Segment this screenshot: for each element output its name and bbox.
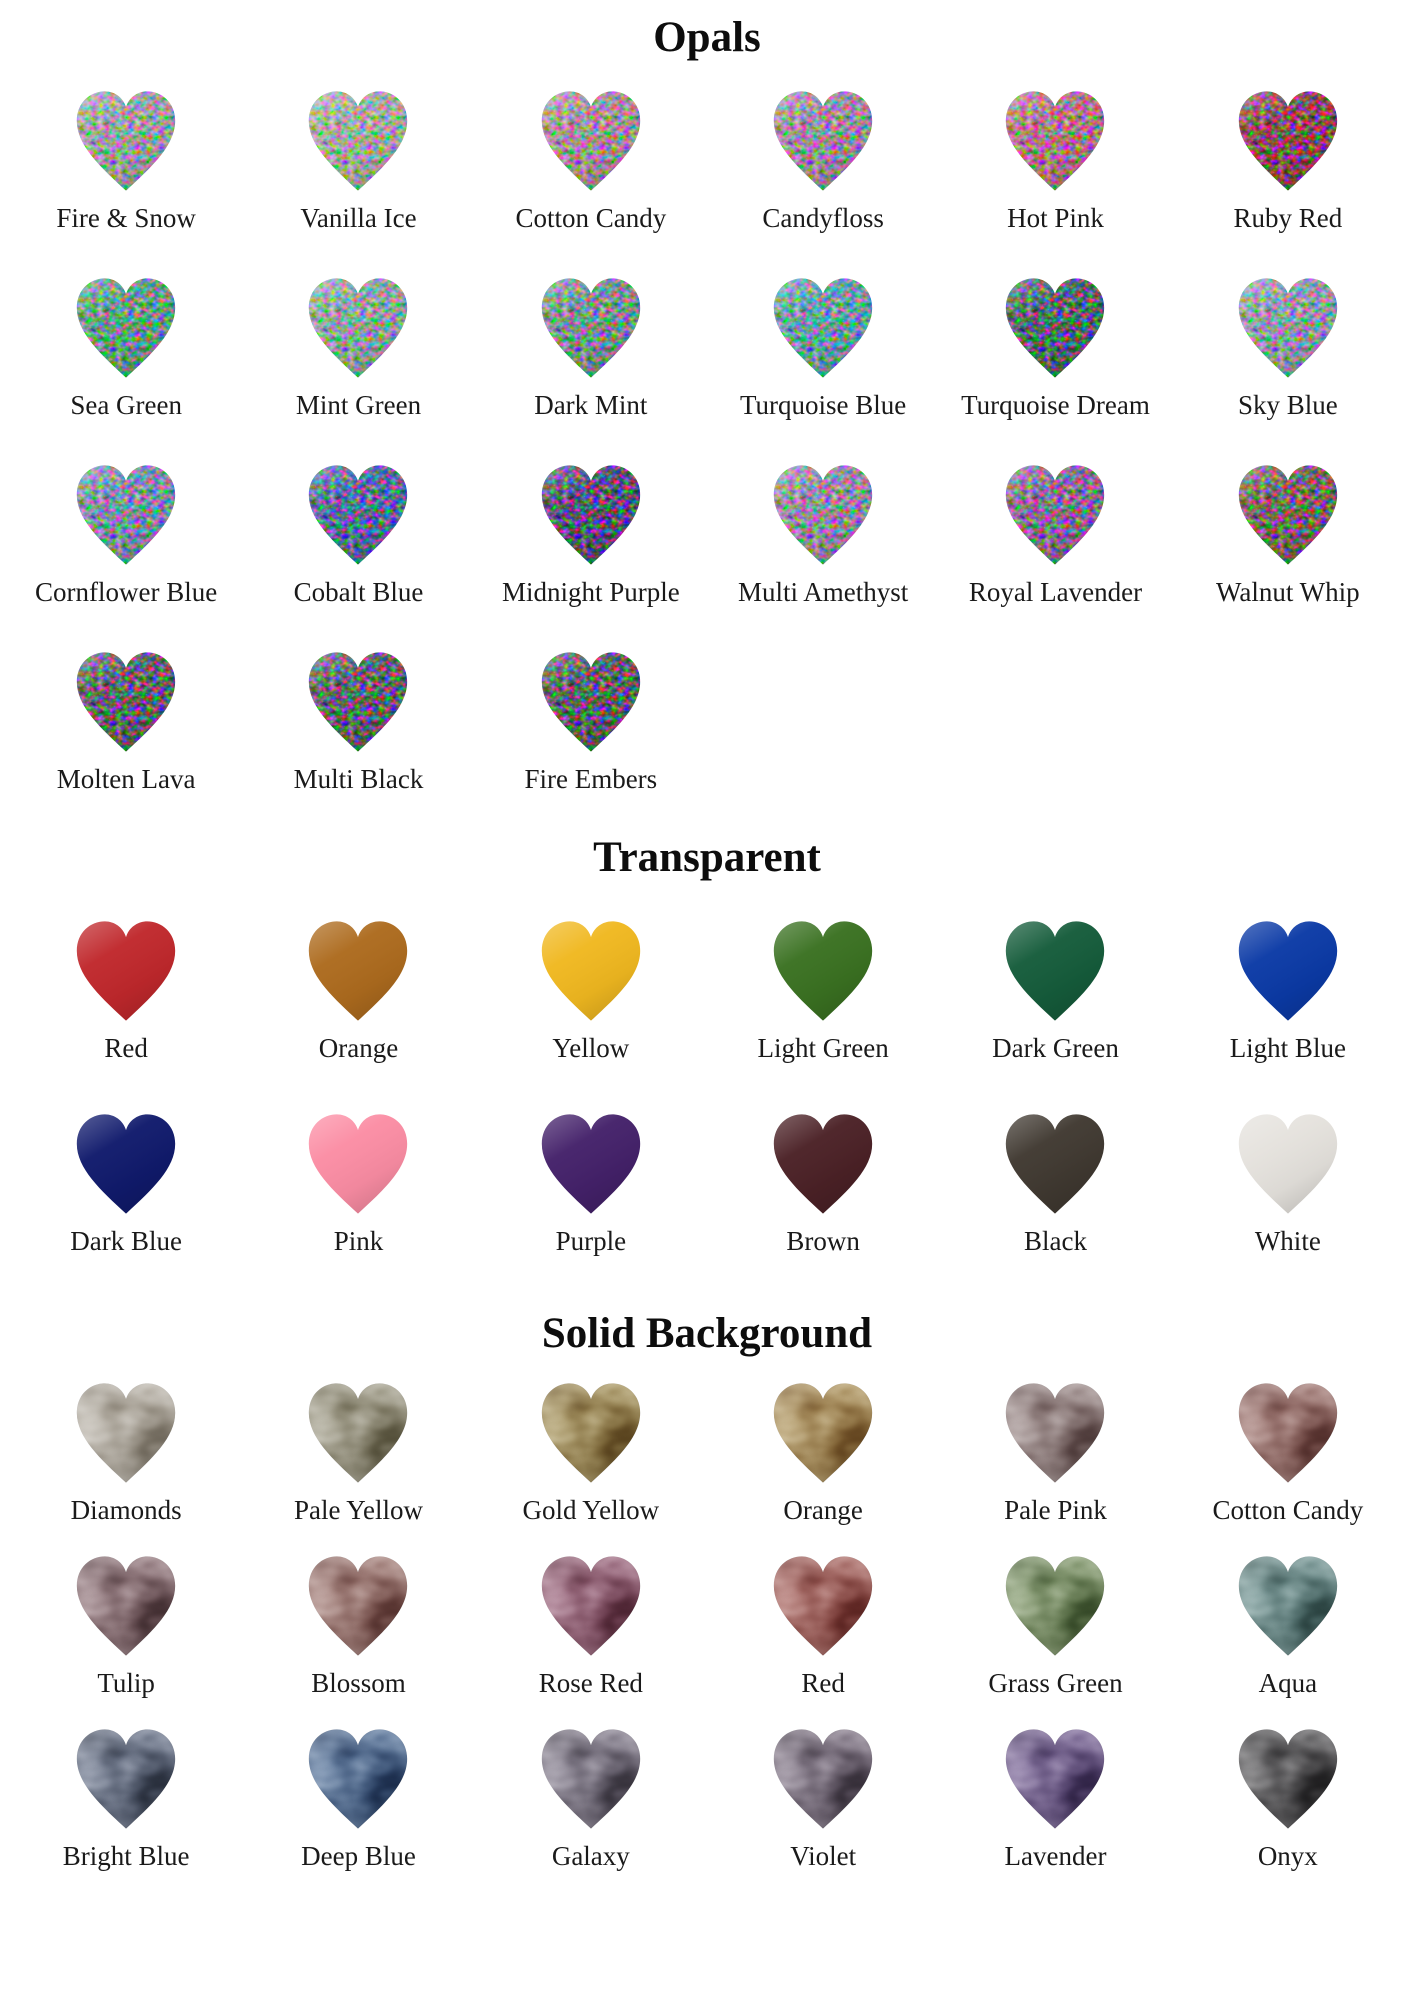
swatch-label: Cornflower Blue — [35, 577, 218, 607]
color-swatch — [242, 1551, 474, 1700]
heart-swatch-icon — [996, 1109, 1114, 1220]
heart-swatch-icon — [996, 1551, 1114, 1662]
heart-swatch-icon — [1229, 1109, 1347, 1220]
color-swatch — [10, 1551, 242, 1700]
swatch-label: Fire & Snow — [56, 203, 196, 233]
heart-gloss-overlay — [1006, 921, 1104, 1020]
heart-gloss-overlay — [542, 1729, 640, 1828]
heart-gloss-overlay — [309, 652, 407, 751]
heart-gloss-overlay — [77, 1556, 175, 1655]
section-title-transparent: Transparent — [593, 834, 821, 881]
swatch-label: Mint Green — [295, 390, 422, 420]
heart-gloss-overlay — [1239, 1729, 1337, 1828]
swatch-section — [10, 14, 1404, 796]
heart-gloss-overlay — [542, 652, 640, 751]
color-swatch — [939, 1724, 1171, 1873]
color-swatch — [242, 1724, 474, 1873]
color-swatch — [939, 86, 1171, 235]
heart-swatch-icon — [299, 460, 417, 571]
color-swatch — [1172, 1378, 1404, 1527]
heart-swatch-icon — [299, 1378, 417, 1489]
color-swatch — [707, 460, 939, 609]
color-swatch — [1172, 916, 1404, 1065]
swatch-label: Cobalt Blue — [293, 577, 424, 607]
heart-gloss-overlay — [774, 921, 872, 1020]
heart-gloss-overlay — [1006, 1383, 1104, 1482]
color-swatch — [475, 916, 707, 1065]
heart-gloss-overlay — [309, 465, 407, 564]
color-swatch — [939, 1378, 1171, 1527]
color-swatch — [1172, 1109, 1404, 1258]
swatch-label: Candyfloss — [762, 203, 884, 233]
color-swatch — [10, 273, 242, 422]
swatch-label: Violet — [790, 1841, 857, 1871]
color-swatch — [242, 1378, 474, 1527]
heart-gloss-overlay — [77, 278, 175, 377]
heart-swatch-icon — [764, 460, 882, 571]
heart-swatch-icon — [996, 1378, 1114, 1489]
color-swatch — [707, 916, 939, 1065]
heart-swatch-icon — [764, 273, 882, 384]
swatch-row — [10, 916, 1404, 1065]
heart-swatch-icon — [532, 916, 650, 1027]
swatch-label: Red — [104, 1033, 148, 1063]
swatch-label: Galaxy — [551, 1841, 630, 1871]
heart-gloss-overlay — [774, 1114, 872, 1213]
swatch-label: Turquoise Blue — [740, 390, 907, 420]
heart-gloss-overlay — [542, 921, 640, 1020]
swatch-row — [10, 647, 1404, 796]
heart-gloss-overlay — [77, 652, 175, 751]
heart-gloss-overlay — [309, 278, 407, 377]
heart-swatch-icon — [299, 86, 417, 197]
heart-gloss-overlay — [77, 1114, 175, 1213]
heart-swatch-icon — [764, 1724, 882, 1835]
swatch-row — [10, 1109, 1404, 1258]
color-swatch — [707, 1551, 939, 1700]
heart-swatch-icon — [532, 647, 650, 758]
heart-gloss-overlay — [542, 278, 640, 377]
heart-swatch-icon — [299, 1724, 417, 1835]
heart-gloss-overlay — [1239, 1556, 1337, 1655]
heart-swatch-icon — [67, 273, 185, 384]
heart-gloss-overlay — [77, 91, 175, 190]
swatch-label: White — [1254, 1226, 1321, 1256]
swatch-label: Sea Green — [70, 390, 183, 420]
swatch-label: Cotton Candy — [515, 203, 667, 233]
heart-swatch-icon — [299, 273, 417, 384]
heart-gloss-overlay — [1239, 91, 1337, 190]
color-swatch — [242, 460, 474, 609]
heart-gloss-overlay — [1239, 921, 1337, 1020]
section-title-opals: Opals — [653, 14, 761, 61]
swatch-row — [10, 86, 1404, 235]
swatch-label: Pale Pink — [1004, 1495, 1107, 1525]
heart-gloss-overlay — [1006, 465, 1104, 564]
color-swatch — [939, 1551, 1171, 1700]
heart-gloss-overlay — [774, 1729, 872, 1828]
heart-swatch-icon — [764, 916, 882, 1027]
color-swatch — [10, 460, 242, 609]
heart-swatch-icon — [67, 1109, 185, 1220]
swatch-label: Ruby Red — [1233, 203, 1343, 233]
swatch-label: Cotton Candy — [1212, 1495, 1364, 1525]
heart-gloss-overlay — [309, 1729, 407, 1828]
heart-gloss-overlay — [542, 1556, 640, 1655]
color-swatch — [707, 1109, 939, 1258]
heart-swatch-icon — [299, 1551, 417, 1662]
heart-gloss-overlay — [774, 465, 872, 564]
heart-gloss-overlay — [1006, 1729, 1104, 1828]
swatch-label: Turquoise Dream — [961, 390, 1150, 420]
swatch-label: Dark Mint — [534, 390, 648, 420]
swatch-label: Pink — [333, 1226, 384, 1256]
heart-gloss-overlay — [542, 91, 640, 190]
color-swatch — [242, 647, 474, 796]
heart-swatch-icon — [532, 86, 650, 197]
swatch-label: Orange — [318, 1033, 399, 1063]
heart-swatch-icon — [532, 1724, 650, 1835]
heart-gloss-overlay — [77, 921, 175, 1020]
swatch-label: Gold Yellow — [522, 1495, 660, 1525]
heart-gloss-overlay — [1006, 91, 1104, 190]
color-swatch — [10, 916, 242, 1065]
heart-gloss-overlay — [77, 1383, 175, 1482]
heart-gloss-overlay — [1239, 1114, 1337, 1213]
heart-swatch-icon — [532, 1109, 650, 1220]
swatch-label: Bright Blue — [62, 1841, 190, 1871]
swatch-label: Black — [1024, 1226, 1087, 1256]
color-swatch — [10, 1724, 242, 1873]
heart-swatch-icon — [1229, 1724, 1347, 1835]
heart-swatch-icon — [67, 916, 185, 1027]
heart-gloss-overlay — [774, 91, 872, 190]
swatch-section — [10, 1310, 1404, 1873]
color-swatch — [939, 916, 1171, 1065]
heart-gloss-overlay — [542, 1114, 640, 1213]
swatch-label: Walnut Whip — [1216, 577, 1360, 607]
color-swatch — [475, 1109, 707, 1258]
heart-swatch-icon — [67, 460, 185, 571]
swatch-label: Grass Green — [988, 1668, 1123, 1698]
swatch-label: Brown — [786, 1226, 860, 1256]
heart-gloss-overlay — [542, 1383, 640, 1482]
swatch-label: Purple — [555, 1226, 627, 1256]
heart-swatch-icon — [996, 1724, 1114, 1835]
swatch-label: Deep Blue — [301, 1841, 416, 1871]
color-swatch — [242, 86, 474, 235]
heart-gloss-overlay — [309, 1383, 407, 1482]
heart-swatch-icon — [67, 1378, 185, 1489]
color-swatch — [707, 1378, 939, 1527]
swatch-label: Orange — [783, 1495, 863, 1525]
color-swatch — [10, 647, 242, 796]
heart-gloss-overlay — [774, 278, 872, 377]
color-swatch — [1172, 273, 1404, 422]
heart-swatch-icon — [764, 1109, 882, 1220]
color-swatch — [10, 1378, 242, 1527]
heart-gloss-overlay — [1239, 278, 1337, 377]
color-swatch — [10, 86, 242, 235]
color-swatch — [1172, 86, 1404, 235]
swatch-label: Red — [801, 1668, 845, 1698]
swatch-row — [10, 460, 1404, 609]
heart-swatch-icon — [67, 1724, 185, 1835]
swatch-label: Onyx — [1257, 1841, 1318, 1871]
swatch-row — [10, 273, 1404, 422]
swatch-label: Pale Yellow — [293, 1495, 423, 1525]
heart-gloss-overlay — [1006, 278, 1104, 377]
heart-gloss-overlay — [309, 1114, 407, 1213]
color-swatch — [475, 647, 707, 796]
color-swatch — [475, 273, 707, 422]
color-swatch — [475, 86, 707, 235]
color-swatch — [242, 273, 474, 422]
heart-swatch-icon — [764, 1551, 882, 1662]
color-swatch — [707, 273, 939, 422]
swatch-label: Diamonds — [70, 1495, 182, 1525]
swatch-label: Yellow — [552, 1033, 630, 1063]
heart-swatch-icon — [67, 1551, 185, 1662]
heart-swatch-icon — [532, 1378, 650, 1489]
color-swatch — [242, 1109, 474, 1258]
swatch-label: Light Blue — [1229, 1033, 1346, 1063]
heart-gloss-overlay — [1239, 1383, 1337, 1482]
color-swatch — [475, 1724, 707, 1873]
heart-gloss-overlay — [309, 91, 407, 190]
color-swatch — [707, 86, 939, 235]
swatch-section — [10, 834, 1404, 1258]
swatch-label: Hot Pink — [1007, 203, 1104, 233]
heart-swatch-icon — [532, 460, 650, 571]
heart-gloss-overlay — [77, 1729, 175, 1828]
swatch-label: Vanilla Ice — [300, 203, 417, 233]
swatch-label: Rose Red — [538, 1668, 643, 1698]
color-swatch — [707, 1724, 939, 1873]
heart-gloss-overlay — [774, 1383, 872, 1482]
swatch-label: Tulip — [97, 1668, 155, 1698]
section-title-solid-background: Solid Background — [541, 1310, 873, 1357]
heart-swatch-icon — [532, 1551, 650, 1662]
color-swatch — [939, 273, 1171, 422]
swatch-label: Light Green — [757, 1033, 889, 1063]
swatch-label: Lavender — [1004, 1841, 1107, 1871]
color-swatch — [1172, 460, 1404, 609]
swatch-label: Multi Black — [293, 764, 424, 794]
heart-gloss-overlay — [542, 465, 640, 564]
heart-gloss-overlay — [77, 465, 175, 564]
heart-swatch-icon — [1229, 460, 1347, 571]
heart-swatch-icon — [764, 86, 882, 197]
heart-swatch-icon — [996, 86, 1114, 197]
color-swatch — [475, 1378, 707, 1527]
heart-gloss-overlay — [1006, 1114, 1104, 1213]
swatch-label: Molten Lava — [56, 764, 196, 794]
swatch-label: Dark Blue — [70, 1226, 183, 1256]
heart-gloss-overlay — [309, 921, 407, 1020]
swatch-label: Sky Blue — [1237, 390, 1338, 420]
swatch-label: Aqua — [1258, 1668, 1318, 1698]
heart-swatch-icon — [67, 647, 185, 758]
heart-gloss-overlay — [1006, 1556, 1104, 1655]
heart-swatch-icon — [1229, 916, 1347, 1027]
heart-gloss-overlay — [309, 1556, 407, 1655]
swatch-label: Midnight Purple — [501, 577, 680, 607]
heart-gloss-overlay — [774, 1556, 872, 1655]
color-swatch — [242, 916, 474, 1065]
heart-swatch-icon — [1229, 273, 1347, 384]
heart-swatch-icon — [1229, 1551, 1347, 1662]
heart-gloss-overlay — [1239, 465, 1337, 564]
swatch-label: Dark Green — [992, 1033, 1119, 1063]
swatch-label: Multi Amethyst — [738, 577, 909, 607]
color-swatch — [475, 1551, 707, 1700]
heart-swatch-icon — [996, 273, 1114, 384]
swatch-row — [10, 1724, 1404, 1873]
color-swatch — [939, 1109, 1171, 1258]
heart-swatch-icon — [67, 86, 185, 197]
swatch-label: Blossom — [311, 1668, 406, 1698]
color-swatch — [939, 460, 1171, 609]
swatch-row — [10, 1551, 1404, 1700]
color-swatch — [10, 1109, 242, 1258]
color-swatch — [1172, 1724, 1404, 1873]
section-rows — [10, 86, 1404, 796]
heart-swatch-icon — [299, 647, 417, 758]
section-rows — [10, 1378, 1404, 1873]
swatch-label: Fire Embers — [524, 764, 658, 794]
heart-swatch-icon — [996, 916, 1114, 1027]
section-rows — [10, 916, 1404, 1258]
swatch-row — [10, 1378, 1404, 1527]
heart-swatch-icon — [1229, 86, 1347, 197]
heart-swatch-icon — [532, 273, 650, 384]
swatch-label: Royal Lavender — [968, 577, 1143, 607]
heart-swatch-icon — [299, 1109, 417, 1220]
heart-swatch-icon — [996, 460, 1114, 571]
heart-swatch-icon — [764, 1378, 882, 1489]
heart-swatch-icon — [1229, 1378, 1347, 1489]
color-swatch — [1172, 1551, 1404, 1700]
color-swatch — [475, 460, 707, 609]
heart-swatch-icon — [299, 916, 417, 1027]
